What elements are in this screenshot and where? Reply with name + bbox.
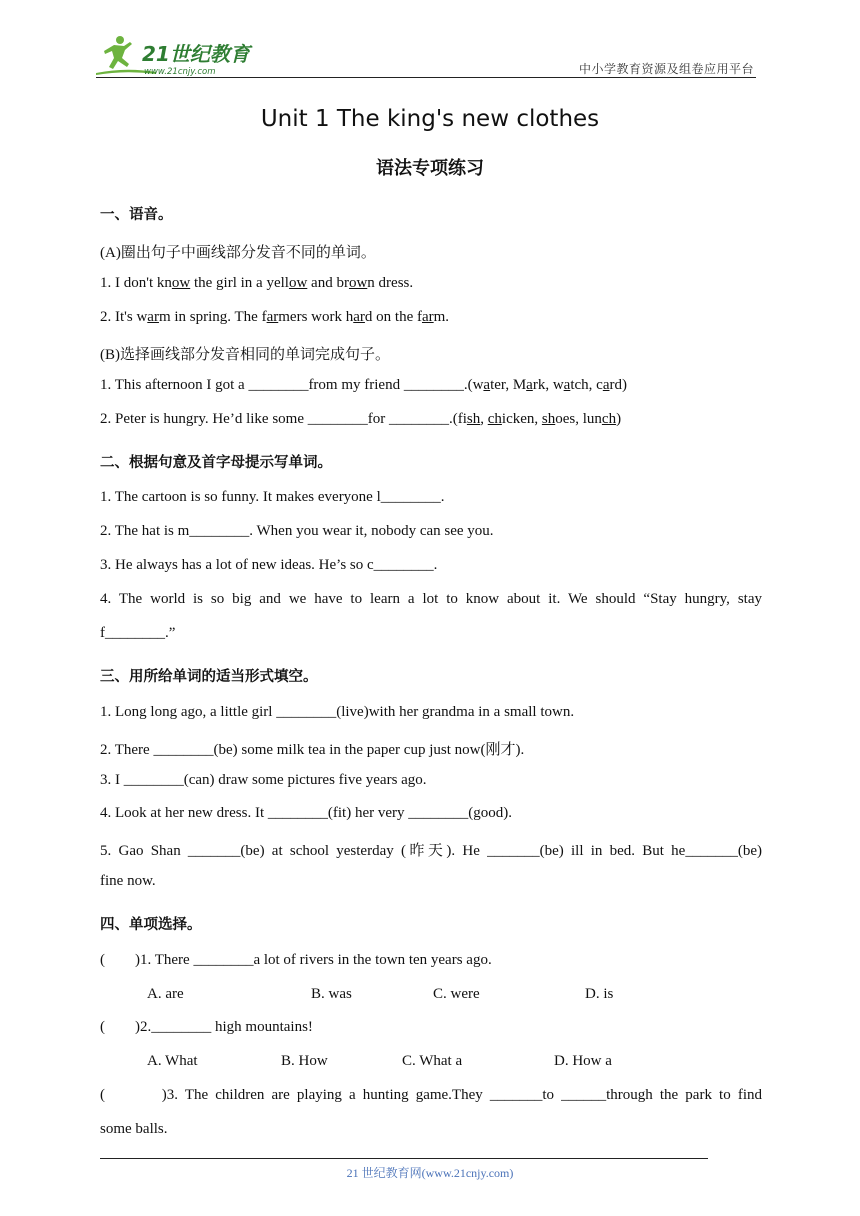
section-3-heading: 三、用所给单词的适当形式填空。 (100, 669, 318, 685)
s1-b-instruction: (B)选择画线部分发音相同的单词完成句子。 (100, 347, 390, 363)
s4-q1-option-c: C. were (433, 986, 480, 1002)
s2-q1: 1. The cartoon is so funny. It makes everyone l________. (100, 489, 445, 505)
s4-q3-line1: ( )3. The children are playing a hunting game.They _______to ______through the park to find (100, 1087, 762, 1103)
s3-q5-line1: 5. Gao Shan _______(be) at school yesterday (昨天). He _______(be) ill in bed. But he_______(be) (100, 843, 762, 859)
s1-a-q2: 2. It's warm in spring. The farmers work hard on the farm. (100, 309, 450, 325)
s1-b-q2: 2. Peter is hungry. He’d like some ________for ________.(fish, chicken, shoes, lunch) (100, 411, 622, 427)
s4-q2: ( )2.________ high mountains! (100, 1019, 313, 1035)
page-title: Unit 1 The king's new clothes (260, 106, 600, 132)
s4-q2-option-b: B. How (281, 1053, 328, 1069)
page-header (96, 34, 756, 78)
section-1-heading: 一、语音。 (100, 207, 173, 223)
logo (96, 34, 266, 78)
s4-q1: ( )1. There ________a lot of rivers in the town ten years ago. (100, 952, 492, 968)
s3-q3: 3. I ________(can) draw some pictures five years ago. (100, 772, 427, 788)
s4-q3-line2: some balls. (100, 1121, 168, 1137)
logo-url: www.21cnjy.com (144, 67, 216, 77)
header-divider (96, 77, 756, 78)
s2-q3: 3. He always has a lot of new ideas. He’s so c________. (100, 557, 438, 573)
section-4-heading: 四、单项选择。 (100, 917, 202, 933)
s3-q1: 1. Long long ago, a little girl ________(live)with her grandma in a small town. (100, 704, 575, 720)
s2-q2: 2. The hat is m________. When you wear it, nobody can see you. (100, 523, 494, 539)
s1-b-q1: 1. This afternoon I got a ________from my friend ________.(water, Mark, watch, card) (100, 377, 627, 393)
s3-q5-line2: fine now. (100, 873, 156, 889)
section-2-heading: 二、根据句意及首字母提示写单词。 (100, 455, 332, 471)
page-footer: 21 世纪教育网(www.21cnjy.com) (346, 1166, 514, 1180)
s4-q1-option-a: A. are (147, 986, 184, 1002)
s4-q1-option-b: B. was (311, 986, 352, 1002)
s1-a-q1: 1. I don't know the girl in a yellow and brown dress. (100, 275, 414, 291)
platform-name: 中小学教育资源及组卷应用平台 (578, 62, 754, 76)
s2-q4-line2: f________.” (100, 625, 176, 641)
s4-q1-option-d: D. is (585, 986, 614, 1002)
s1-a-instruction: (A)圈出句子中画线部分发音不同的单词。 (100, 245, 376, 261)
footer-divider (100, 1158, 708, 1159)
s4-q2-option-a: A. What (147, 1053, 198, 1069)
logo-text: 21世纪教育 (142, 42, 250, 66)
s4-q2-option-d: D. How a (554, 1053, 612, 1069)
s3-q2: 2. There ________(be) some milk tea in the paper cup just now(刚才). (100, 742, 525, 758)
s3-q4: 4. Look at her new dress. It ________(fit) her very ________(good). (100, 805, 512, 821)
s2-q4-line1: 4. The world is so big and we have to learn a lot to know about it. We should “Stay hungry, stay (100, 591, 762, 607)
page-subtitle: 语法专项练习 (376, 158, 484, 179)
s4-q2-option-c: C. What a (402, 1053, 463, 1069)
